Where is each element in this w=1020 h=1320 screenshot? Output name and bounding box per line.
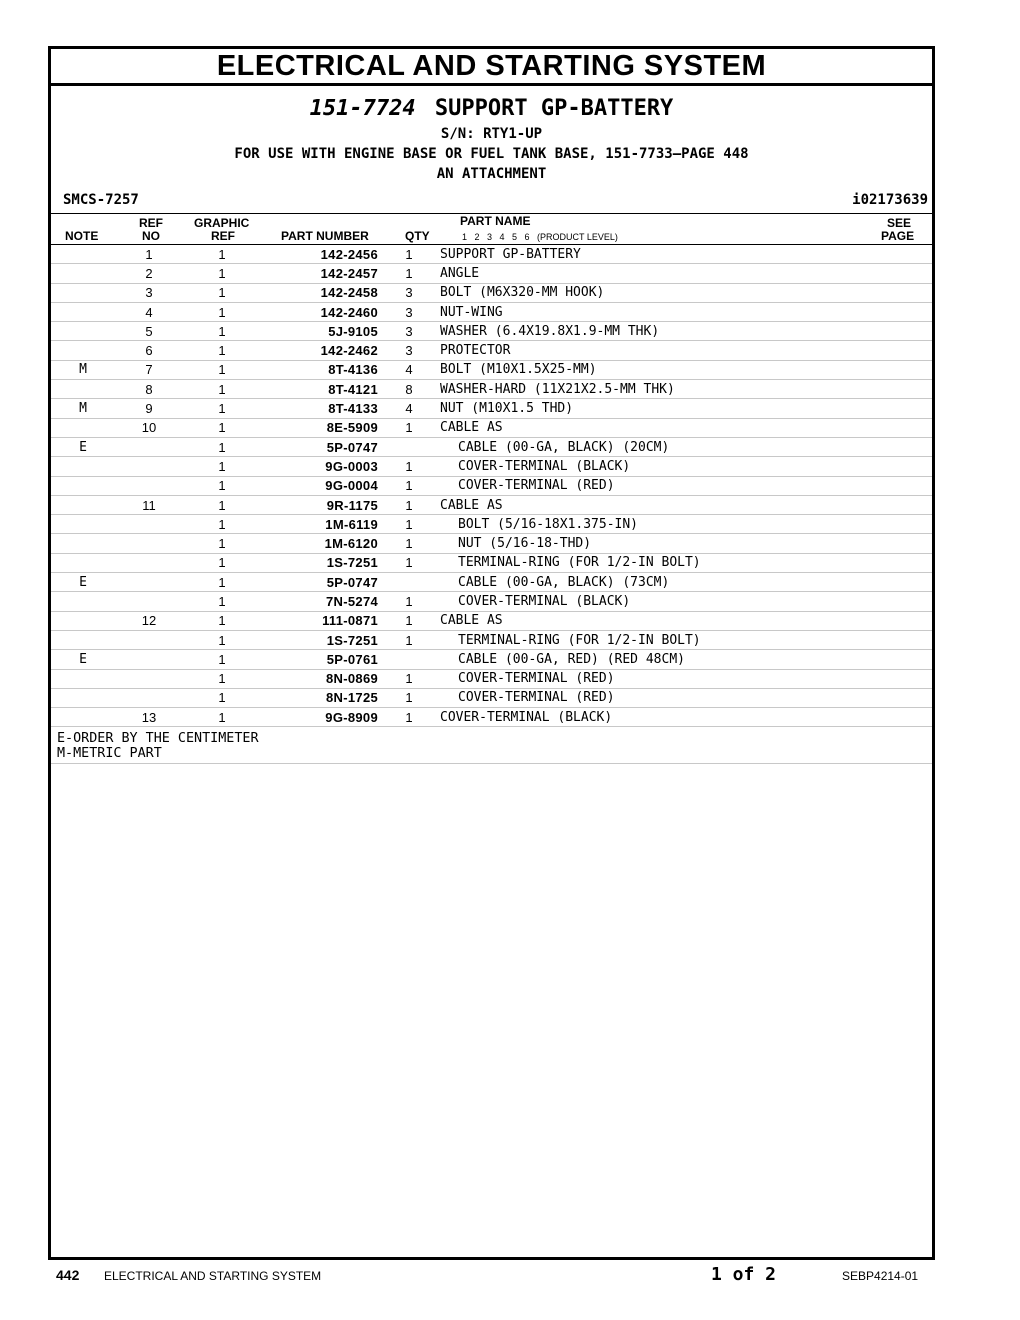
note-cell: [51, 245, 115, 264]
table-row: [51, 515, 932, 534]
see-page-cell: [872, 630, 932, 649]
ref-no-cell: [115, 457, 183, 476]
ref-no-cell: [115, 630, 183, 649]
ref-no-cell: 3: [115, 283, 183, 302]
table-row: [51, 708, 932, 727]
col-graphic-bottom: REF: [211, 229, 235, 243]
table-row: [51, 341, 932, 360]
col-part-number: PART NUMBER: [281, 229, 369, 243]
graphic-ref-cell: 1: [183, 708, 261, 727]
ref-no-cell: 8: [115, 380, 183, 399]
qty-cell: 4: [378, 399, 440, 418]
qty-cell: 3: [378, 322, 440, 341]
attachment-note: AN ATTACHMENT: [436, 166, 547, 182]
graphic-ref-cell: 1: [183, 437, 261, 456]
notes-block: [51, 727, 932, 764]
qty-cell: 1: [378, 688, 440, 707]
col-see-bottom: PAGE: [881, 229, 915, 243]
qty-cell: [378, 437, 440, 456]
footer-section: ELECTRICAL AND STARTING SYSTEM: [104, 1269, 322, 1283]
graphic-ref-cell: 1: [183, 399, 261, 418]
part-name-cell: COVER-TERMINAL (RED): [440, 669, 872, 688]
part-name-cell: CABLE AS: [440, 418, 872, 437]
part-name-cell: NUT (5/16-18-THD): [440, 534, 872, 553]
part-number-cell: 7N-5274: [261, 592, 378, 611]
ref-no-cell: 6: [115, 341, 183, 360]
graphic-ref-cell: 1: [183, 592, 261, 611]
table-row: [51, 283, 932, 302]
note-cell: [51, 515, 115, 534]
part-name-cell: WASHER-HARD (11X21X2.5-MM THK): [440, 380, 872, 399]
ref-no-cell: [115, 650, 183, 669]
part-name-cell: COVER-TERMINAL (BLACK): [440, 592, 872, 611]
note-cell: [51, 630, 115, 649]
column-headers: [51, 214, 932, 245]
graphic-ref-cell: 1: [183, 495, 261, 514]
note-cell: [51, 322, 115, 341]
part-name-cell: ANGLE: [440, 264, 872, 283]
col-part-name: PART NAME: [460, 214, 531, 228]
note-cell: [51, 341, 115, 360]
see-page-cell: [872, 264, 932, 283]
col-product-level: 1 2 3 4 5 6 (PRODUCT LEVEL): [462, 232, 618, 242]
table-row: [51, 476, 932, 495]
document-id: SEBP4214-01: [842, 1269, 919, 1283]
part-name-cell: NUT (M10X1.5 THD): [440, 399, 872, 418]
note-cell: [51, 476, 115, 495]
table-row: [51, 611, 932, 630]
table-row: [51, 457, 932, 476]
ref-no-cell: [115, 688, 183, 707]
group-name: SUPPORT GP-BATTERY: [434, 96, 674, 121]
table-row: [51, 245, 932, 264]
note-cell: [51, 688, 115, 707]
table-row: [51, 302, 932, 321]
table-row: [51, 360, 932, 379]
part-name-cell: CABLE (00-GA, RED) (RED 48CM): [440, 650, 872, 669]
see-page-cell: [872, 360, 932, 379]
see-page-cell: [872, 534, 932, 553]
part-number-cell: 8T-4133: [261, 399, 378, 418]
group-header: [51, 86, 932, 214]
part-name-cell: COVER-TERMINAL (BLACK): [440, 457, 872, 476]
graphic-ref-cell: 1: [183, 515, 261, 534]
part-name-cell: BOLT (M6X320-MM HOOK): [440, 283, 872, 302]
graphic-ref-cell: 1: [183, 476, 261, 495]
page-of: 1 of 2: [711, 1264, 777, 1285]
part-name-cell: BOLT (5/16-18X1.375-IN): [440, 515, 872, 534]
qty-cell: 3: [378, 302, 440, 321]
ref-no-cell: 11: [115, 495, 183, 514]
note-cell: E: [51, 437, 115, 456]
graphic-ref-cell: 1: [183, 650, 261, 669]
col-graphic-top: GRAPHIC: [194, 216, 250, 230]
page-footer: [0, 1264, 1020, 1288]
part-name-cell: PROTECTOR: [440, 341, 872, 360]
graphic-ref-cell: 1: [183, 630, 261, 649]
part-name-cell: CABLE AS: [440, 611, 872, 630]
ref-no-cell: [115, 515, 183, 534]
table-row: [51, 380, 932, 399]
see-page-cell: [872, 341, 932, 360]
ref-no-cell: 4: [115, 302, 183, 321]
ref-no-cell: [115, 534, 183, 553]
see-page-cell: [872, 322, 932, 341]
ref-no-cell: 12: [115, 611, 183, 630]
qty-cell: 1: [378, 264, 440, 283]
qty-cell: 1: [378, 515, 440, 534]
qty-cell: [378, 650, 440, 669]
part-number-cell: 5J-9105: [261, 322, 378, 341]
see-page-cell: [872, 418, 932, 437]
part-number-cell: 9G-8909: [261, 708, 378, 727]
part-number-cell: 8N-0869: [261, 669, 378, 688]
qty-cell: 1: [378, 457, 440, 476]
table-row: [51, 495, 932, 514]
col-ref-bottom: NO: [142, 229, 160, 243]
part-number-cell: 1M-6119: [261, 515, 378, 534]
part-number-cell: 1S-7251: [261, 553, 378, 572]
part-number-cell: 9G-0003: [261, 457, 378, 476]
group-title: [51, 96, 932, 122]
graphic-ref-cell: 1: [183, 573, 261, 592]
see-page-cell: [872, 245, 932, 264]
part-name-cell: BOLT (M10X1.5X25-MM): [440, 360, 872, 379]
graphic-ref-cell: 1: [183, 688, 261, 707]
see-page-cell: [872, 553, 932, 572]
part-number-cell: 9R-1175: [261, 495, 378, 514]
table-row: [51, 669, 932, 688]
ref-no-cell: [115, 553, 183, 572]
graphic-ref-cell: 1: [183, 611, 261, 630]
see-page-cell: [872, 650, 932, 669]
graphic-ref-cell: 1: [183, 553, 261, 572]
qty-cell: 1: [378, 592, 440, 611]
note-cell: E: [51, 650, 115, 669]
graphic-ref-cell: 1: [183, 360, 261, 379]
table-row: [51, 264, 932, 283]
graphic-ref-cell: 1: [183, 322, 261, 341]
see-page-cell: [872, 437, 932, 456]
ref-no-cell: [115, 476, 183, 495]
ref-no-cell: 1: [115, 245, 183, 264]
graphic-ref-cell: 1: [183, 264, 261, 283]
note-cell: M: [51, 360, 115, 379]
part-number-cell: 142-2457: [261, 264, 378, 283]
qty-cell: 1: [378, 476, 440, 495]
qty-cell: 1: [378, 534, 440, 553]
serial-number: S/N: RTY1-UP: [440, 126, 543, 142]
qty-cell: 1: [378, 245, 440, 264]
ref-no-cell: [115, 592, 183, 611]
usage-note: FOR USE WITH ENGINE BASE OR FUEL TANK BASE, 151-7733—PAGE 448: [234, 146, 749, 162]
part-number-cell: 9G-0004: [261, 476, 378, 495]
see-page-cell: [872, 476, 932, 495]
parts-table: [51, 245, 932, 727]
col-qty: QTY: [405, 229, 430, 243]
graphic-ref-cell: 1: [183, 283, 261, 302]
note-cell: [51, 611, 115, 630]
see-page-cell: [872, 515, 932, 534]
note-cell: [51, 302, 115, 321]
see-page-cell: [872, 380, 932, 399]
part-number-cell: 142-2458: [261, 283, 378, 302]
part-name-cell: TERMINAL-RING (FOR 1/2-IN BOLT): [440, 630, 872, 649]
qty-cell: 4: [378, 360, 440, 379]
part-number-cell: 1M-6120: [261, 534, 378, 553]
table-row: [51, 322, 932, 341]
ref-no-cell: 13: [115, 708, 183, 727]
part-number-cell: 8E-5909: [261, 418, 378, 437]
ref-no-cell: [115, 437, 183, 456]
note-cell: [51, 534, 115, 553]
col-note: NOTE: [65, 229, 99, 243]
table-row: [51, 688, 932, 707]
see-page-cell: [872, 457, 932, 476]
table-row: [51, 534, 932, 553]
col-see-top: SEE: [887, 216, 912, 230]
ref-no-cell: 2: [115, 264, 183, 283]
part-number-cell: 5P-0747: [261, 573, 378, 592]
qty-cell: 1: [378, 418, 440, 437]
part-name-cell: TERMINAL-RING (FOR 1/2-IN BOLT): [440, 553, 872, 572]
see-page-cell: [872, 283, 932, 302]
part-number-cell: 142-2462: [261, 341, 378, 360]
ref-no-cell: 10: [115, 418, 183, 437]
qty-cell: [378, 573, 440, 592]
smcs-code: SMCS-7257: [63, 192, 139, 208]
graphic-ref-cell: 1: [183, 341, 261, 360]
part-name-cell: CABLE (00-GA, BLACK) (20CM): [440, 437, 872, 456]
part-name-cell: WASHER (6.4X19.8X1.9-MM THK): [440, 322, 872, 341]
part-name-cell: CABLE (00-GA, BLACK) (73CM): [440, 573, 872, 592]
col-ref-top: REF: [139, 216, 163, 230]
graphic-ref-cell: 1: [183, 380, 261, 399]
table-row: [51, 592, 932, 611]
note-cell: [51, 669, 115, 688]
page-frame: [48, 46, 935, 1260]
note-cell: [51, 592, 115, 611]
note-cell: [51, 495, 115, 514]
see-page-cell: [872, 688, 932, 707]
part-name-cell: CABLE AS: [440, 495, 872, 514]
see-page-cell: [872, 399, 932, 418]
table-row: [51, 573, 932, 592]
group-number: 151-7724: [309, 96, 416, 121]
graphic-ref-cell: 1: [183, 457, 261, 476]
part-number-cell: 5P-0761: [261, 650, 378, 669]
note-cell: [51, 708, 115, 727]
part-number-cell: 142-2460: [261, 302, 378, 321]
page-number: 442: [56, 1267, 80, 1283]
qty-cell: 8: [378, 380, 440, 399]
table-row: [51, 437, 932, 456]
part-name-cell: COVER-TERMINAL (RED): [440, 476, 872, 495]
qty-cell: 1: [378, 630, 440, 649]
graphic-ref-cell: 1: [183, 245, 261, 264]
qty-cell: 1: [378, 611, 440, 630]
note-cell: [51, 264, 115, 283]
note-cell: E: [51, 573, 115, 592]
ref-no-cell: 9: [115, 399, 183, 418]
graphic-ref-cell: 1: [183, 669, 261, 688]
graphic-ref-cell: 1: [183, 534, 261, 553]
table-row: [51, 650, 932, 669]
table-row: [51, 399, 932, 418]
table-row: [51, 630, 932, 649]
part-name-cell: COVER-TERMINAL (BLACK): [440, 708, 872, 727]
part-number-cell: 142-2456: [261, 245, 378, 264]
qty-cell: 1: [378, 669, 440, 688]
part-number-cell: 1S-7251: [261, 630, 378, 649]
qty-cell: 1: [378, 708, 440, 727]
qty-cell: 3: [378, 283, 440, 302]
note-cell: [51, 380, 115, 399]
note-e: E-ORDER BY THE CENTIMETER: [57, 731, 259, 747]
qty-cell: 1: [378, 553, 440, 572]
ref-no-cell: 7: [115, 360, 183, 379]
part-number-cell: 8T-4136: [261, 360, 378, 379]
note-cell: [51, 457, 115, 476]
see-page-cell: [872, 302, 932, 321]
see-page-cell: [872, 708, 932, 727]
ref-no-cell: 5: [115, 322, 183, 341]
qty-cell: 1: [378, 495, 440, 514]
see-page-cell: [872, 495, 932, 514]
see-page-cell: [872, 592, 932, 611]
part-number-cell: 8T-4121: [261, 380, 378, 399]
part-name-cell: NUT-WING: [440, 302, 872, 321]
see-page-cell: [872, 573, 932, 592]
see-page-cell: [872, 669, 932, 688]
note-cell: [51, 283, 115, 302]
part-name-cell: COVER-TERMINAL (RED): [440, 688, 872, 707]
part-number-cell: 5P-0747: [261, 437, 378, 456]
ref-no-cell: [115, 669, 183, 688]
ref-no-cell: [115, 573, 183, 592]
note-cell: [51, 553, 115, 572]
see-page-cell: [872, 611, 932, 630]
part-name-cell: SUPPORT GP-BATTERY: [440, 245, 872, 264]
note-m: M-METRIC PART: [57, 746, 162, 762]
note-cell: M: [51, 399, 115, 418]
graphic-ref-cell: 1: [183, 302, 261, 321]
table-row: [51, 553, 932, 572]
part-number-cell: 111-0871: [261, 611, 378, 630]
table-row: [51, 418, 932, 437]
qty-cell: 3: [378, 341, 440, 360]
note-cell: [51, 418, 115, 437]
graphic-ref-cell: 1: [183, 418, 261, 437]
section-title: ELECTRICAL AND STARTING SYSTEM: [51, 49, 932, 86]
part-number-cell: 8N-1725: [261, 688, 378, 707]
illustration-id: i02173639: [852, 192, 928, 208]
